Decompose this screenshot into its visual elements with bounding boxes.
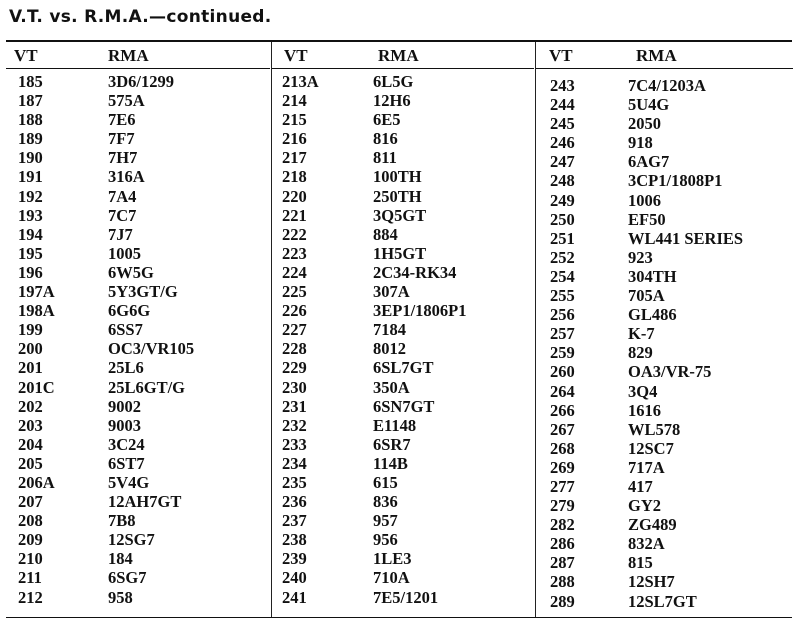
- vt-number: 259: [550, 343, 575, 363]
- rma-number: 717A: [628, 457, 665, 477]
- rma-number: 9003: [108, 415, 141, 435]
- rma-number: 12SL7GT: [628, 591, 697, 611]
- rma-number: 12SH7: [628, 572, 675, 592]
- table-row: [536, 572, 793, 591]
- table-row: [272, 492, 534, 511]
- table-row: [6, 320, 270, 339]
- rma-number: 250TH: [373, 186, 422, 206]
- vt-number: 202: [18, 396, 43, 416]
- table-row: [6, 282, 270, 301]
- table-row: [272, 378, 534, 397]
- table-row: [272, 530, 534, 549]
- rma-number: 7B8: [108, 511, 136, 531]
- vt-number: 215: [282, 110, 307, 130]
- vt-number: 230: [282, 377, 307, 397]
- page-title: V.T. vs. R.M.A.—continued.: [9, 7, 272, 27]
- vt-number: 216: [282, 129, 307, 149]
- table-row: [536, 171, 793, 190]
- vt-number: 226: [282, 301, 307, 321]
- rma-number: 1005: [108, 243, 141, 263]
- table-row: [6, 454, 270, 473]
- vt-header: VT: [284, 46, 308, 65]
- vt-number: 255: [550, 286, 575, 306]
- table-row: [272, 91, 534, 110]
- vt-number: 286: [550, 534, 575, 554]
- vt-number: 279: [550, 496, 575, 516]
- rma-number: 6L5G: [373, 72, 414, 91]
- table-column-2: [271, 42, 534, 617]
- table-row: [536, 496, 793, 515]
- rma-number: K-7: [628, 324, 655, 344]
- vt-number: 208: [18, 511, 43, 531]
- rma-number: 1616: [628, 400, 661, 420]
- rma-number: 3Q5GT: [373, 205, 427, 225]
- table-column-1: [6, 42, 270, 617]
- vt-number: 203: [18, 415, 43, 435]
- table-row: [6, 416, 270, 435]
- table-row: [536, 267, 793, 286]
- table-row: [6, 492, 270, 511]
- vt-number: 204: [18, 434, 43, 454]
- table-rows: [536, 76, 793, 611]
- vt-number: 193: [18, 205, 43, 225]
- rma-number: 5V4G: [108, 472, 150, 492]
- table-row: [6, 148, 270, 167]
- vt-number: 289: [550, 591, 575, 611]
- vt-number: 213A: [282, 72, 319, 91]
- table-row: [272, 263, 534, 282]
- vt-number: 246: [550, 133, 575, 153]
- vt-number: 232: [282, 415, 307, 435]
- table-row: [536, 286, 793, 305]
- table-row: [6, 511, 270, 530]
- table-row: [536, 76, 793, 95]
- rma-number: 12SG7: [108, 530, 155, 550]
- vt-number: 217: [282, 148, 307, 168]
- table-row: [536, 152, 793, 171]
- rma-number: 12SC7: [628, 438, 674, 458]
- rma-number: OA3/VR-75: [628, 362, 712, 382]
- table-column-3: [535, 42, 793, 617]
- table-row: [536, 343, 793, 362]
- vt-number: 245: [550, 114, 575, 134]
- rma-number: ZG489: [628, 515, 677, 535]
- vt-number: 250: [550, 209, 575, 229]
- vt-number: 231: [282, 396, 307, 416]
- table-row: [272, 187, 534, 206]
- rma-number: 7184: [373, 320, 406, 340]
- vt-number: 229: [282, 358, 307, 378]
- rma-number: 184: [108, 549, 133, 569]
- rma-number: 350A: [373, 377, 410, 397]
- rma-number: 918: [628, 133, 653, 153]
- rma-number: GY2: [628, 496, 661, 516]
- column-header: [6, 42, 270, 69]
- rma-number: 6AG7: [628, 152, 670, 172]
- table-row: [536, 553, 793, 572]
- table-row: [272, 397, 534, 416]
- rma-number: 12H6: [373, 91, 411, 111]
- rma-number: 958: [108, 587, 133, 607]
- table-row: [272, 339, 534, 358]
- table-row: [536, 248, 793, 267]
- table-row: [272, 549, 534, 568]
- vt-number: 224: [282, 262, 307, 282]
- rma-number: EF50: [628, 209, 666, 229]
- rma-number: 7E6: [108, 110, 136, 130]
- rma-number: OC3/VR105: [108, 339, 195, 359]
- rma-number: 7F7: [108, 129, 135, 149]
- column-header: [536, 42, 793, 69]
- rma-number: WL441 SERIES: [628, 228, 744, 248]
- table-row: [272, 167, 534, 186]
- table-row: [536, 191, 793, 210]
- table-row: [536, 382, 793, 401]
- rma-number: 7H7: [108, 148, 138, 168]
- vt-header: VT: [14, 46, 38, 65]
- rma-number: 6SN7GT: [373, 396, 435, 416]
- vt-number: 187: [18, 91, 43, 111]
- table-row: [6, 187, 270, 206]
- rma-number: 6G6G: [108, 301, 151, 321]
- rma-number: WL578: [628, 419, 681, 439]
- table-row: [272, 72, 534, 91]
- vt-number: 241: [282, 587, 307, 607]
- vt-number: 225: [282, 282, 307, 302]
- vt-number: 251: [550, 228, 575, 248]
- vt-number: 264: [550, 381, 575, 401]
- table-row: [536, 439, 793, 458]
- rma-number: 957: [373, 511, 398, 531]
- vt-number: 221: [282, 205, 307, 225]
- table-row: [536, 534, 793, 553]
- vt-number: 257: [550, 324, 575, 344]
- vt-number: 238: [282, 530, 307, 550]
- rma-number: 2050: [628, 114, 661, 134]
- table-row: [272, 301, 534, 320]
- table-row: [6, 549, 270, 568]
- rma-number: GL486: [628, 305, 677, 325]
- table-row: [6, 91, 270, 110]
- vt-number: 267: [550, 419, 575, 439]
- vt-number: 233: [282, 434, 307, 454]
- vt-number: 189: [18, 129, 43, 149]
- vt-number: 195: [18, 243, 43, 263]
- table-row: [6, 263, 270, 282]
- rma-number: 7J7: [108, 224, 133, 244]
- vt-number: 282: [550, 515, 575, 535]
- rma-number: 6SG7: [108, 568, 147, 588]
- rma-number: 705A: [628, 286, 665, 306]
- column-header: [272, 42, 534, 69]
- table-row: [272, 416, 534, 435]
- vt-number: 209: [18, 530, 43, 550]
- rma-number: 307A: [373, 282, 410, 302]
- rma-number: 6ST7: [108, 453, 145, 473]
- rma-number: 884: [373, 224, 398, 244]
- vt-number: 269: [550, 457, 575, 477]
- rma-number: 7E5/1201: [373, 587, 439, 607]
- table-row: [6, 397, 270, 416]
- table-row: [6, 129, 270, 148]
- rma-number: 816: [373, 129, 398, 149]
- vt-rma-table: [6, 40, 792, 618]
- rma-number: 9002: [108, 396, 141, 416]
- table-row: [6, 435, 270, 454]
- table-row: [6, 588, 270, 607]
- table-row: [272, 129, 534, 148]
- rma-number: 615: [373, 472, 398, 492]
- rma-number: 5U4G: [628, 95, 670, 115]
- vt-number: 234: [282, 453, 307, 473]
- vt-number: 200: [18, 339, 43, 359]
- vt-number: 194: [18, 224, 43, 244]
- table-row: [272, 358, 534, 377]
- table-row: [536, 401, 793, 420]
- table-rows: [6, 72, 270, 607]
- vt-number: 190: [18, 148, 43, 168]
- rma-number: 1006: [628, 190, 661, 210]
- vt-number: 196: [18, 262, 43, 282]
- table-row: [6, 530, 270, 549]
- vt-number: 252: [550, 247, 575, 267]
- vt-number: 198A: [18, 301, 55, 321]
- vt-number: 206A: [18, 472, 55, 492]
- table-row: [272, 454, 534, 473]
- table-row: [6, 568, 270, 587]
- rma-number: 710A: [373, 568, 410, 588]
- rma-header: RMA: [636, 46, 677, 65]
- rma-number: 25L6: [108, 358, 144, 378]
- vt-number: 201: [18, 358, 43, 378]
- rma-number: 6SR7: [373, 434, 411, 454]
- table-row: [536, 95, 793, 114]
- table-row: [6, 378, 270, 397]
- rma-number: 956: [373, 530, 398, 550]
- vt-number: 197A: [18, 282, 55, 302]
- vt-number: 188: [18, 110, 43, 130]
- vt-number: 223: [282, 243, 307, 263]
- vt-number: 207: [18, 492, 43, 512]
- table-row: [6, 110, 270, 129]
- rma-number: 1LE3: [373, 549, 412, 569]
- table-row: [536, 229, 793, 248]
- rma-number: 316A: [108, 167, 145, 187]
- rma-number: 6SL7GT: [373, 358, 434, 378]
- vt-number: 239: [282, 549, 307, 569]
- vt-number: 249: [550, 190, 575, 210]
- table-row: [272, 206, 534, 225]
- vt-number: 266: [550, 400, 575, 420]
- table-row: [272, 110, 534, 129]
- vt-number: 268: [550, 438, 575, 458]
- table-row: [536, 114, 793, 133]
- vt-number: 254: [550, 266, 575, 286]
- vt-number: 237: [282, 511, 307, 531]
- vt-number: 277: [550, 476, 575, 496]
- rma-number: 304TH: [628, 266, 677, 286]
- table-row: [6, 244, 270, 263]
- vt-number: 220: [282, 186, 307, 206]
- rma-number: 811: [373, 148, 397, 168]
- table-row: [536, 515, 793, 534]
- table-row: [536, 458, 793, 477]
- table-row: [6, 358, 270, 377]
- vt-number: 218: [282, 167, 307, 187]
- rma-number: 6E5: [373, 110, 401, 130]
- vt-number: 248: [550, 171, 575, 191]
- table-row: [272, 244, 534, 263]
- rma-number: 3D6/1299: [108, 72, 174, 91]
- rma-number: 100TH: [373, 167, 422, 187]
- table-rows: [272, 72, 534, 607]
- table-row: [6, 206, 270, 225]
- vt-number: 247: [550, 152, 575, 172]
- vt-number: 222: [282, 224, 307, 244]
- vt-number: 210: [18, 549, 43, 569]
- rma-number: 3C24: [108, 434, 145, 454]
- rma-number: 417: [628, 476, 653, 496]
- table-row: [272, 148, 534, 167]
- rma-number: 923: [628, 247, 653, 267]
- vt-number: 288: [550, 572, 575, 592]
- table-row: [6, 225, 270, 244]
- table-row: [536, 592, 793, 611]
- vt-number: 243: [550, 76, 575, 95]
- table-row: [272, 320, 534, 339]
- rma-number: 6W5G: [108, 262, 154, 282]
- vt-number: 228: [282, 339, 307, 359]
- vt-number: 201C: [18, 377, 55, 397]
- rma-number: 25L6GT/G: [108, 377, 186, 397]
- table-row: [536, 420, 793, 439]
- rma-number: 5Y3GT/G: [108, 282, 178, 302]
- vt-number: 236: [282, 492, 307, 512]
- rma-number: 3CP1/1808P1: [628, 171, 723, 191]
- rma-number: 6SS7: [108, 320, 143, 340]
- rma-number: 1H5GT: [373, 243, 427, 263]
- rma-number: 829: [628, 343, 653, 363]
- vt-number: 205: [18, 453, 43, 473]
- rma-number: 7C7: [108, 205, 137, 225]
- vt-number: 260: [550, 362, 575, 382]
- rma-number: 3EP1/1806P1: [373, 301, 467, 321]
- rma-number: E1148: [373, 415, 417, 435]
- rma-number: 832A: [628, 534, 665, 554]
- table-row: [272, 473, 534, 492]
- rma-number: 3Q4: [628, 381, 658, 401]
- table-row: [272, 435, 534, 454]
- table-row: [272, 511, 534, 530]
- vt-number: 287: [550, 553, 575, 573]
- rma-number: 575A: [108, 91, 145, 111]
- table-row: [6, 301, 270, 320]
- table-row: [536, 324, 793, 343]
- rma-number: 8012: [373, 339, 406, 359]
- rma-number: 7A4: [108, 186, 137, 206]
- vt-number: 244: [550, 95, 575, 115]
- table-row: [6, 339, 270, 358]
- table-row: [536, 477, 793, 496]
- vt-number: 240: [282, 568, 307, 588]
- rma-header: RMA: [378, 46, 419, 65]
- vt-number: 211: [18, 568, 42, 588]
- vt-number: 214: [282, 91, 307, 111]
- rma-number: 2C34-RK34: [373, 262, 457, 282]
- vt-number: 235: [282, 472, 307, 492]
- table-row: [272, 225, 534, 244]
- rma-number: 114B: [373, 453, 408, 473]
- vt-number: 192: [18, 186, 43, 206]
- table-row: [272, 568, 534, 587]
- table-row: [272, 282, 534, 301]
- vt-number: 199: [18, 320, 43, 340]
- rma-number: 815: [628, 553, 653, 573]
- rma-number: 7C4/1203A: [628, 76, 706, 95]
- table-row: [536, 305, 793, 324]
- table-row: [272, 588, 534, 607]
- vt-header: VT: [549, 46, 573, 65]
- table-row: [6, 473, 270, 492]
- table-row: [6, 72, 270, 91]
- rma-header: RMA: [108, 46, 149, 65]
- vt-number: 191: [18, 167, 43, 187]
- table-row: [536, 133, 793, 152]
- vt-number: 212: [18, 587, 43, 607]
- rma-number: 836: [373, 492, 398, 512]
- rma-number: 12AH7GT: [108, 492, 182, 512]
- table-row: [536, 362, 793, 381]
- vt-number: 227: [282, 320, 307, 340]
- vt-number: 256: [550, 305, 575, 325]
- vt-number: 185: [18, 72, 43, 91]
- table-row: [6, 167, 270, 186]
- table-row: [536, 210, 793, 229]
